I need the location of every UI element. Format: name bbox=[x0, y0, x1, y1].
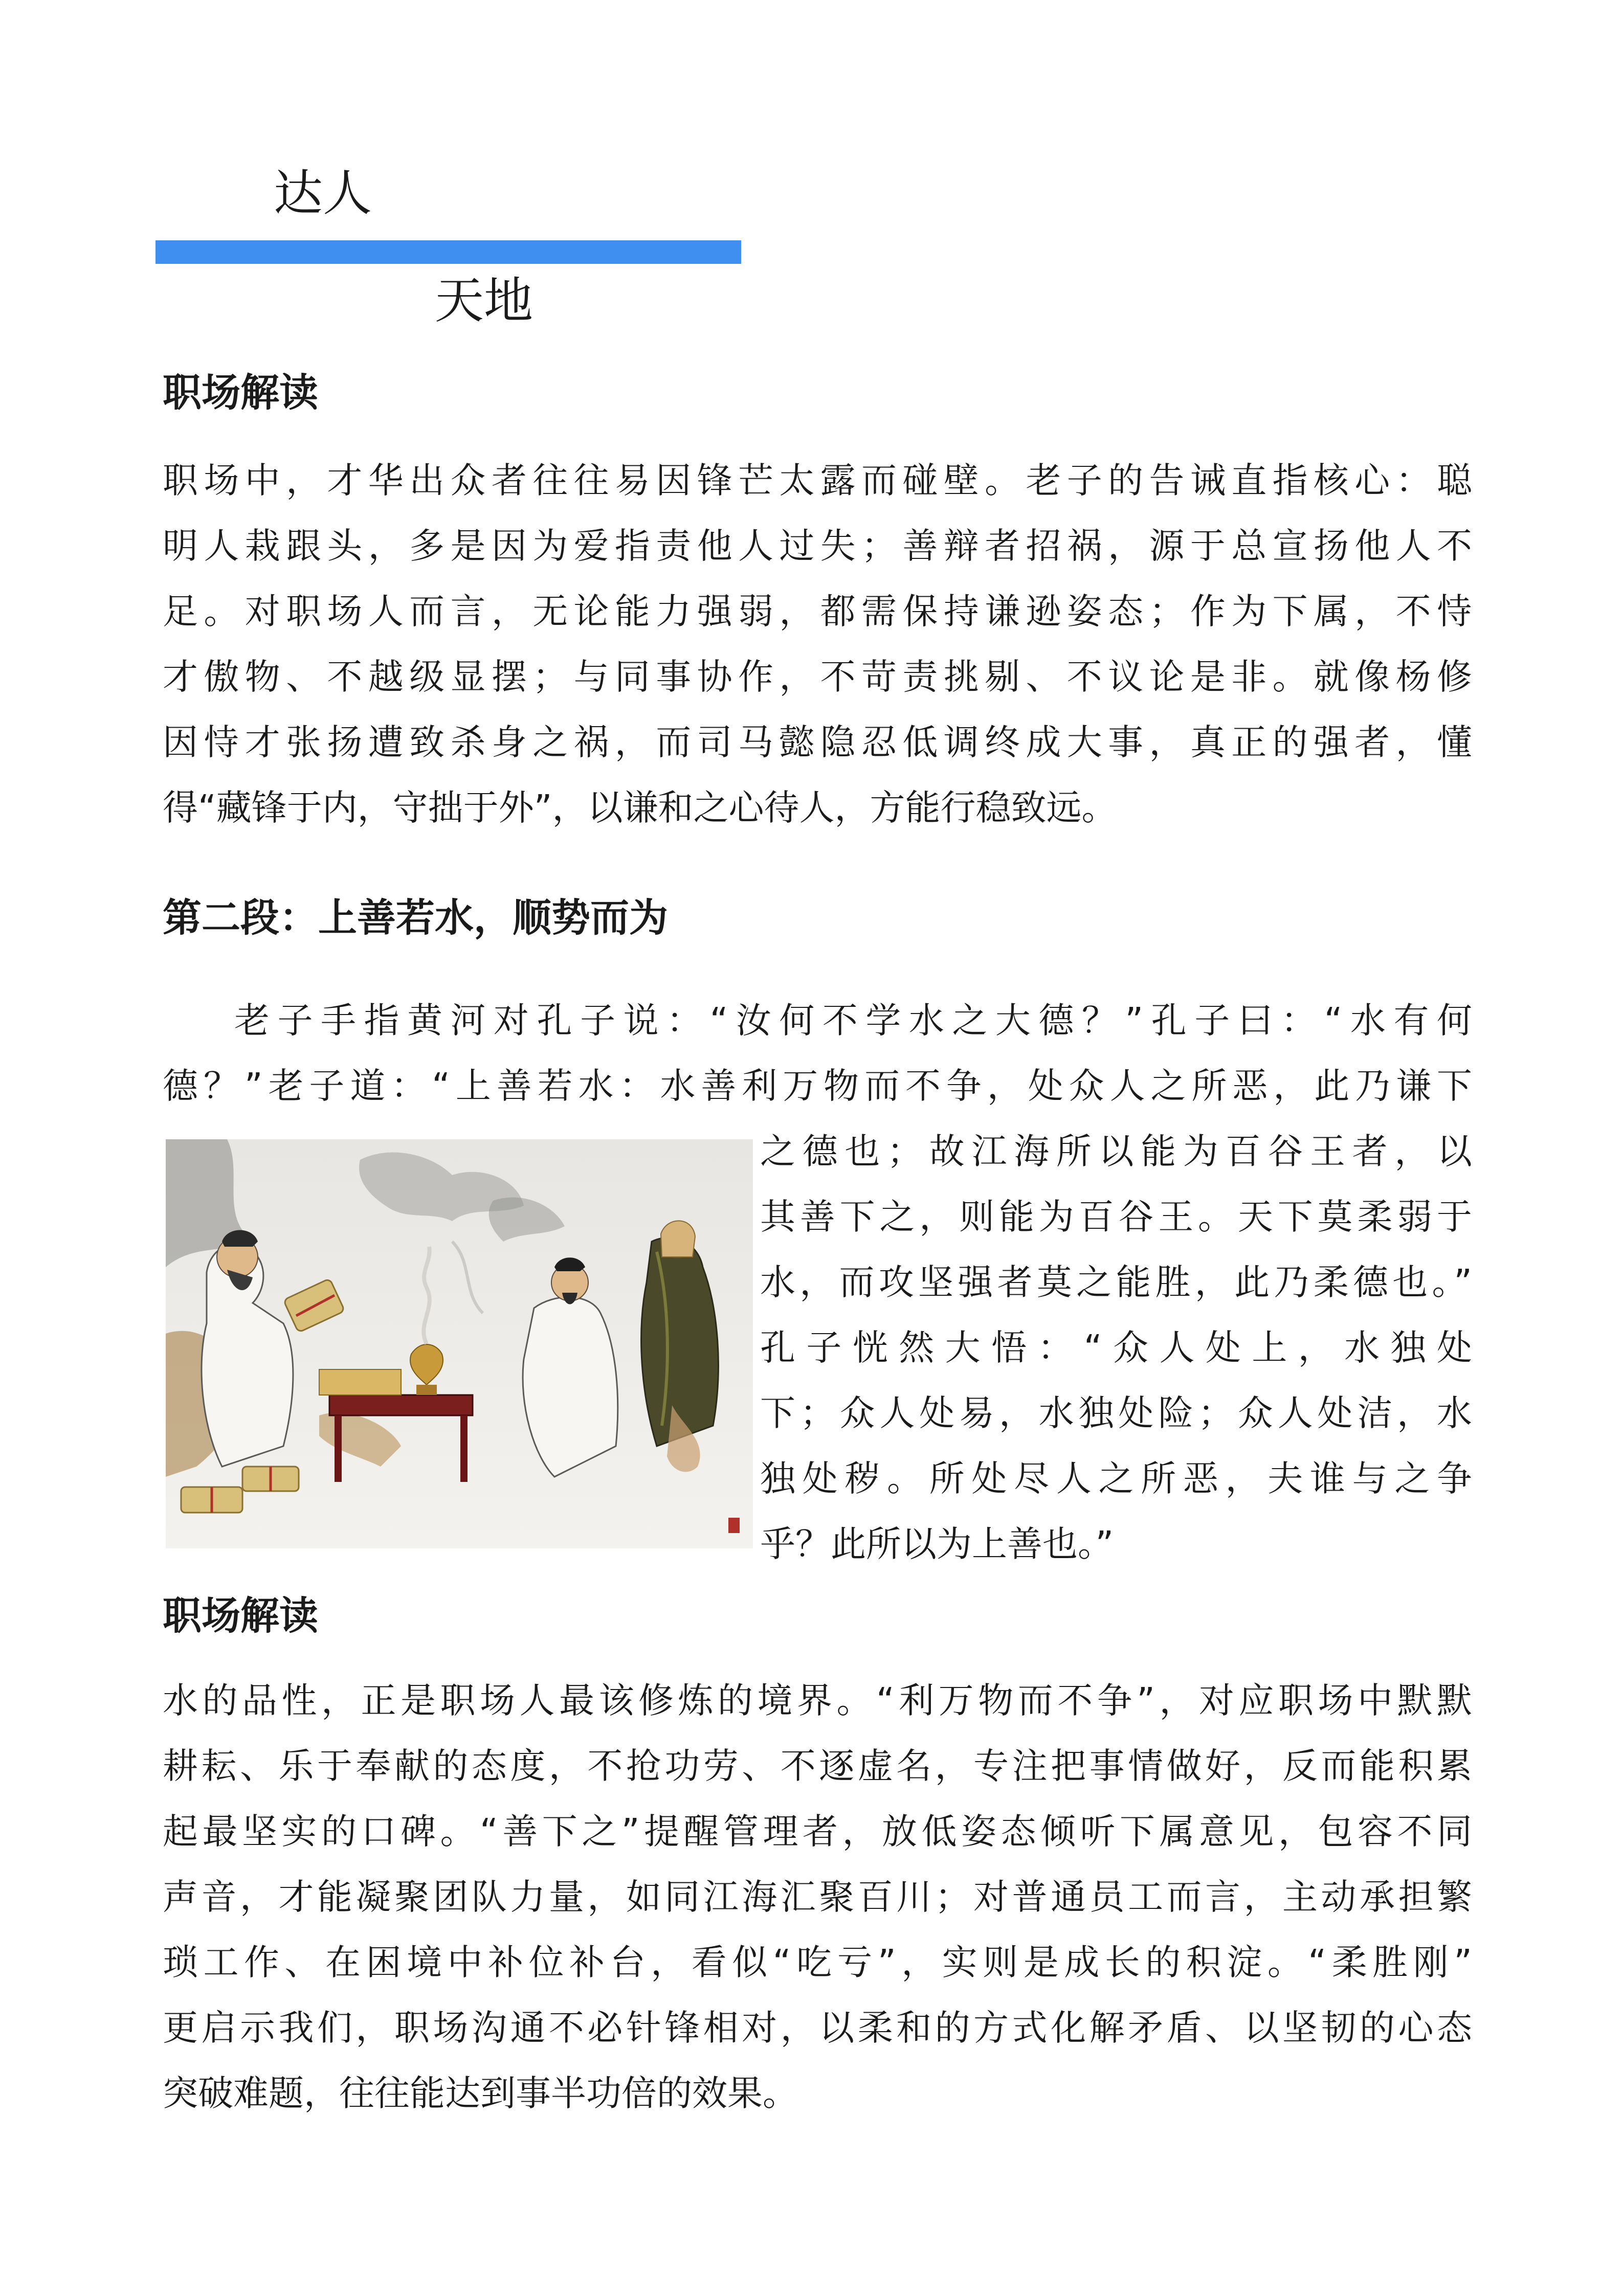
section3-paragraph bbox=[163, 1668, 1472, 2126]
text-line: 乎？此所以为上善也。” bbox=[760, 1524, 1114, 1565]
section1-heading: 职场解读 bbox=[163, 370, 318, 415]
text-line: 声音，才能凝聚团队力量，如同江海汇聚百川；对普通员工而言，主动承担繁 bbox=[163, 1877, 1472, 1918]
text-line: 得“藏锋于内，守拙于外”，以谦和之心待人，方能行稳致远。 bbox=[163, 787, 1117, 828]
text-line: 明人栽跟头，多是因为爱指责他人过失；善辩者招祸，源于总宣扬他人不 bbox=[163, 526, 1472, 567]
text-line: 德？”老子道：“上善若水：水善利万物而不争，处众人之所恶，此乃谦下 bbox=[163, 1066, 1472, 1107]
section2-heading: 第二段：上善若水，顺势而为 bbox=[163, 895, 668, 940]
brand-title-bottom: 天地 bbox=[435, 272, 533, 329]
text-line: 水的品性，正是职场人最该修炼的境界。“利万物而不争”，对应职场中默默 bbox=[163, 1680, 1472, 1721]
text-line: 孔子恍然大悟：“众人处上，水独处 bbox=[760, 1327, 1472, 1368]
section1-paragraph bbox=[163, 448, 1472, 841]
brand-accent-bar bbox=[155, 240, 741, 264]
text-line: 足。对职场人而言，无论能力强弱，都需保持谦逊姿态；作为下属，不恃 bbox=[163, 591, 1472, 632]
text-line: 更启示我们，职场沟通不必针锋相对，以柔和的方式化解矛盾、以坚韧的心态 bbox=[163, 2008, 1472, 2049]
text-line: 之德也；故江海所以能为百谷王者，以 bbox=[760, 1131, 1472, 1172]
text-line: 下；众人处易，水独处险；众人处洁，水 bbox=[760, 1393, 1472, 1434]
text-line: 起最坚实的口碑。“善下之”提醒管理者，放低姿态倾听下属意见，包容不同 bbox=[163, 1811, 1472, 1852]
section2-intro bbox=[163, 988, 1472, 1119]
laozi-confucius-illustration bbox=[166, 1139, 753, 1548]
text-line: 琐工作、在困境中补位补台，看似“吃亏”，实则是成长的积淀。“柔胜刚” bbox=[163, 1942, 1472, 1983]
section2-wrapped-text bbox=[760, 1119, 1472, 1577]
text-line: 突破难题，往往能达到事半功倍的效果。 bbox=[163, 2073, 798, 2114]
text-line: 独处秽。所处尽人之所恶，夫谁与之争 bbox=[760, 1458, 1472, 1499]
brand-title-top: 达人 bbox=[274, 165, 372, 222]
text-line: 职场中，才华出众者往往易因锋芒太露而碰壁。老子的告诫直指核心：聪 bbox=[163, 460, 1472, 501]
text-line: 老子手指黄河对孔子说：“汝何不学水之大德？”孔子曰：“水有何 bbox=[234, 1000, 1472, 1041]
section3-heading: 职场解读 bbox=[163, 1593, 318, 1638]
text-line: 才傲物、不越级显摆；与同事协作，不苛责挑剔、不议论是非。就像杨修 bbox=[163, 657, 1472, 697]
text-line: 耕耘、乐于奉献的态度，不抢功劳、不逐虚名，专注把事情做好，反而能积累 bbox=[163, 1746, 1472, 1787]
text-line: 水，而攻坚强者莫之能胜，此乃柔德也。” bbox=[760, 1262, 1472, 1303]
text-line: 因恃才张扬遭致杀身之祸，而司马懿隐忍低调终成大事，真正的强者，懂 bbox=[163, 722, 1472, 763]
text-line: 其善下之，则能为百谷王。天下莫柔弱于 bbox=[760, 1197, 1472, 1237]
